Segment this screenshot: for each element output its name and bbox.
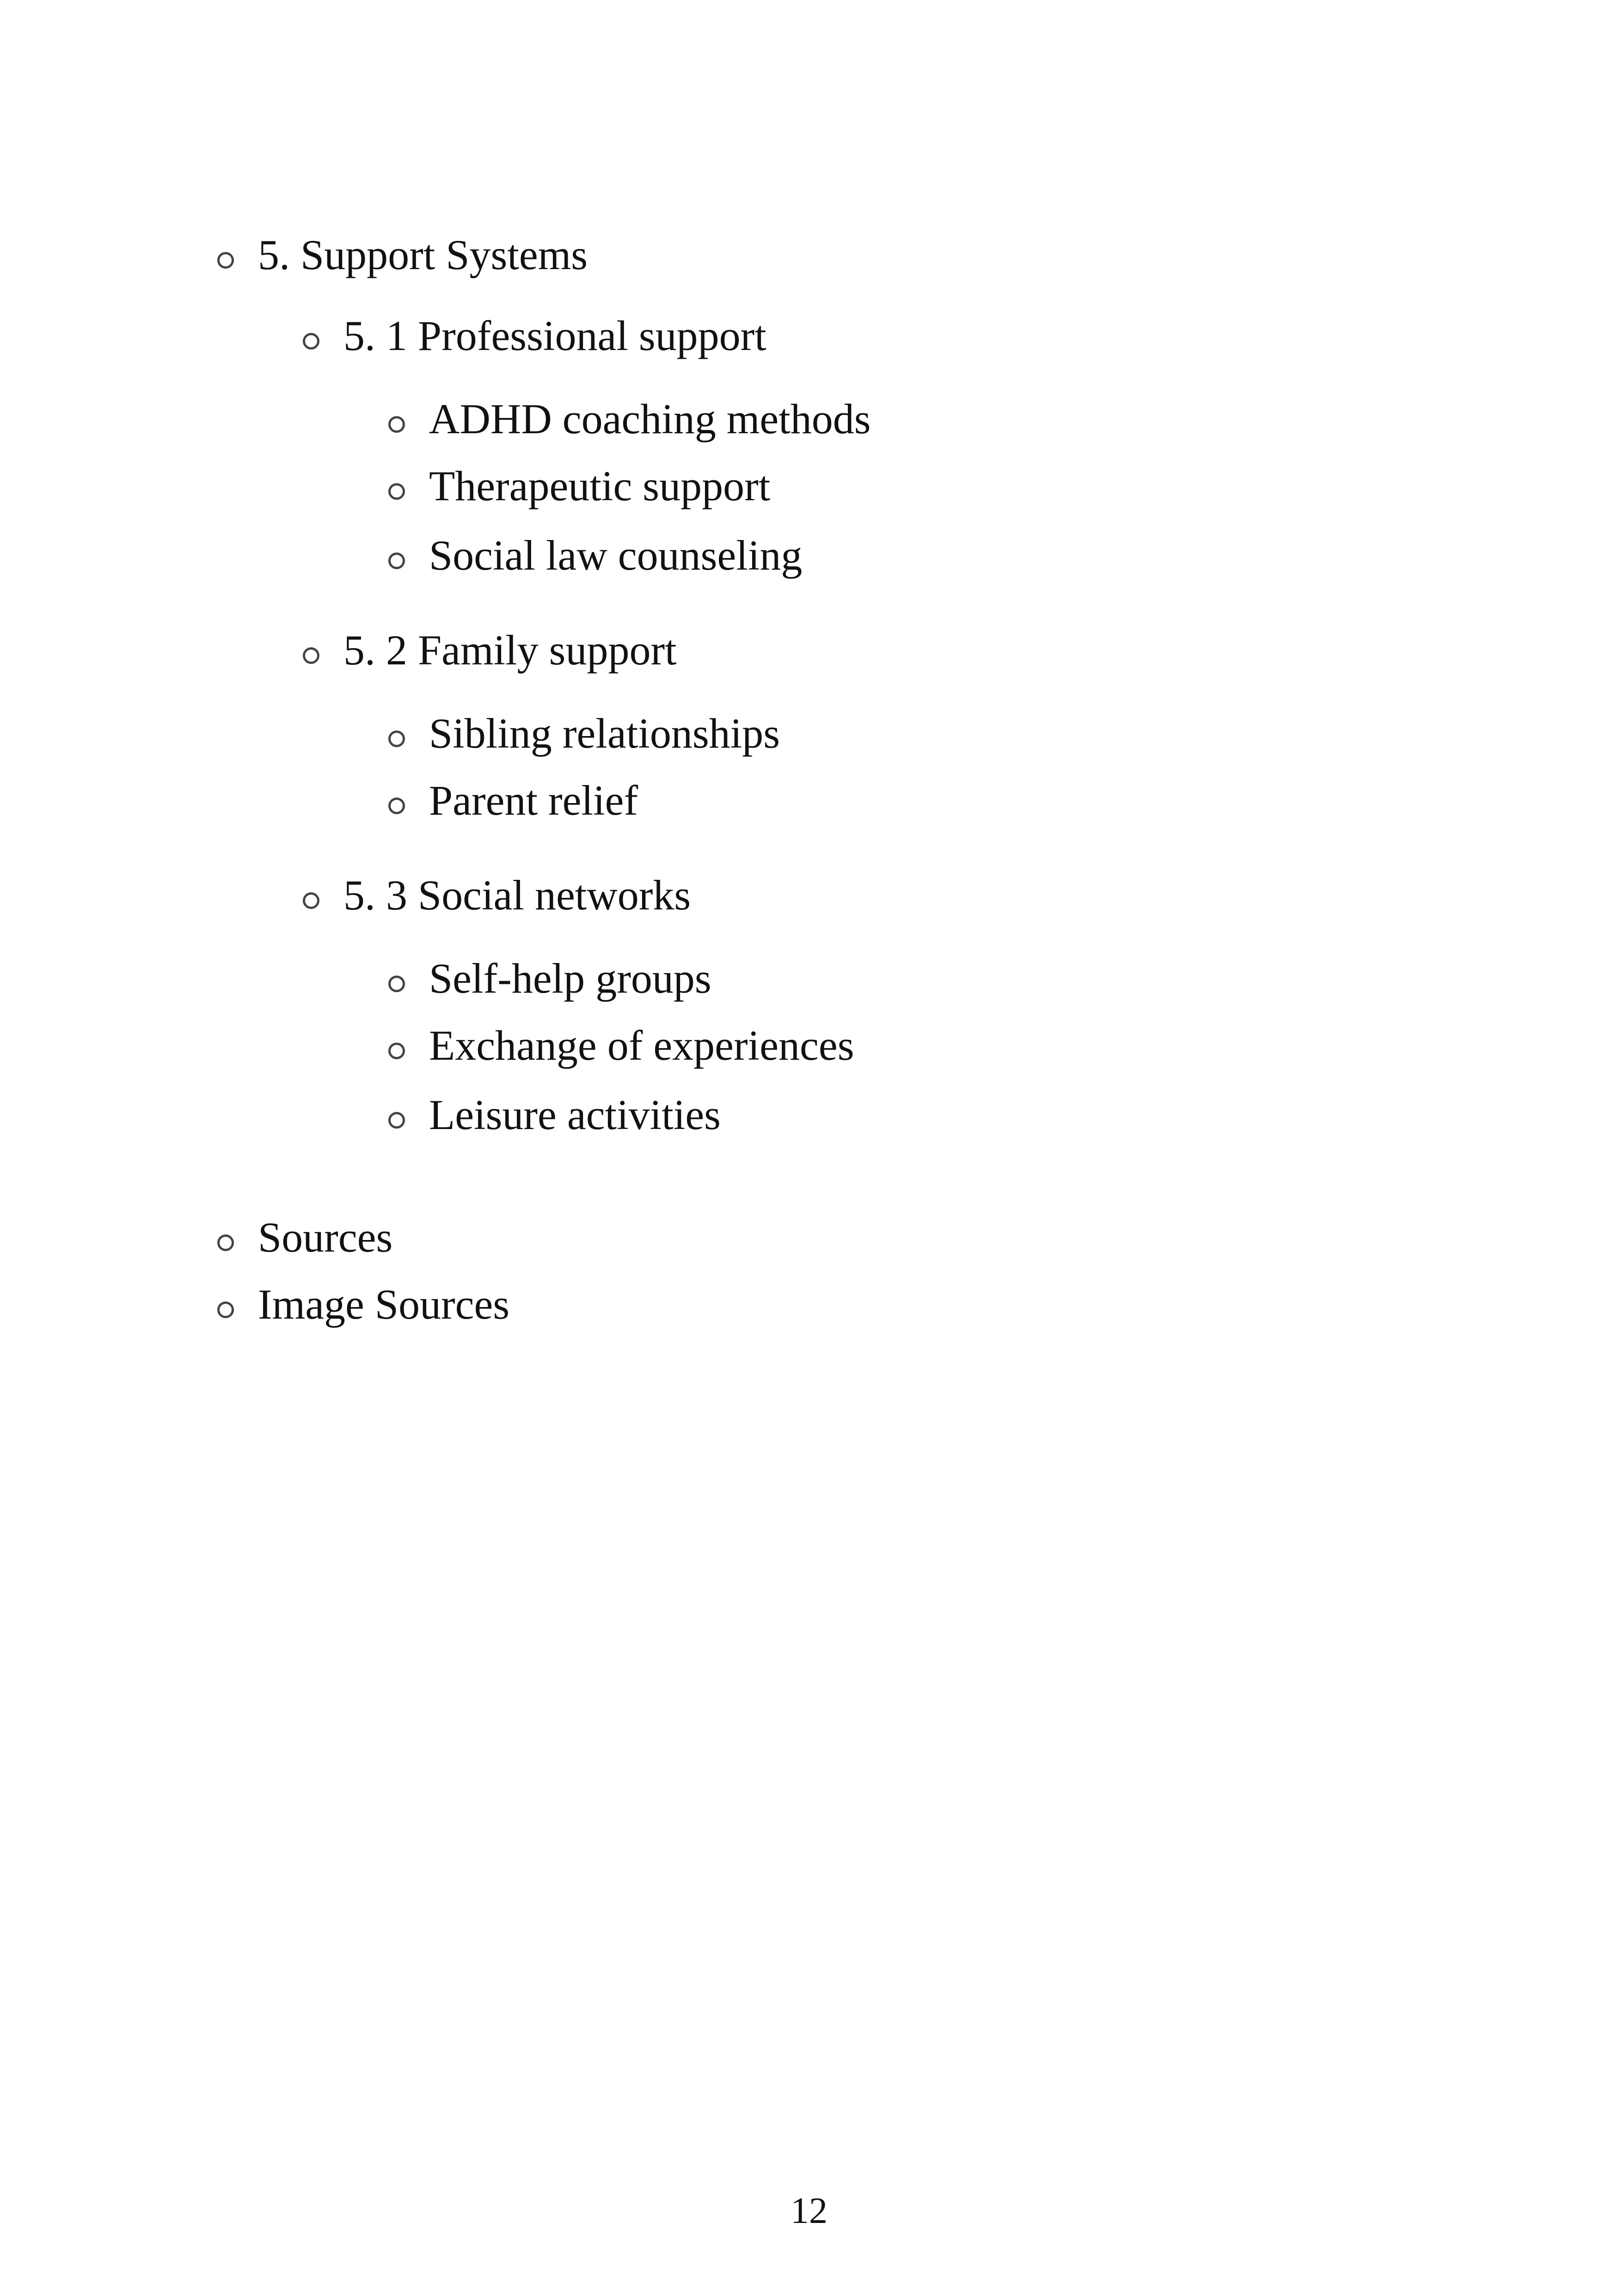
hollow-circle-bullet-icon [388, 416, 405, 433]
hollow-circle-bullet-icon [388, 1112, 405, 1129]
outline-item-social-law [388, 534, 1036, 585]
outline-label: 5. Support Systems [258, 231, 588, 278]
outline-item-therapeutic-support [388, 462, 1036, 516]
outline-item-image-sources [217, 1283, 864, 1334]
outline-label: Exchange of experiences [429, 1022, 854, 1069]
outline-item-sources [217, 1216, 864, 1267]
hollow-circle-bullet-icon [388, 731, 405, 747]
outline-item-social-networks [303, 874, 950, 925]
outline-label: Self-help groups [429, 955, 711, 1002]
hollow-circle-bullet-icon [217, 1234, 234, 1251]
outline-item-sibling-relationships [388, 712, 1036, 763]
outline-label: 5. 2 Family support [343, 626, 677, 674]
outline-item-self-help [388, 957, 1036, 1008]
outline-item-exchange [388, 1024, 1036, 1075]
hollow-circle-bullet-icon [303, 333, 319, 350]
hollow-circle-bullet-icon [303, 892, 319, 909]
outline-item-parent-relief [388, 779, 1036, 830]
outline-label: Therapeutic support [429, 462, 771, 510]
outline-item-support-systems [217, 233, 864, 284]
hollow-circle-bullet-icon [388, 1043, 405, 1059]
hollow-circle-bullet-icon [388, 976, 405, 992]
outline-label: 5. 3 Social networks [343, 872, 691, 919]
hollow-circle-bullet-icon [388, 483, 405, 500]
outline-item-family-support [303, 626, 950, 680]
hollow-circle-bullet-icon [217, 1301, 234, 1318]
hollow-circle-bullet-icon [388, 553, 405, 569]
hollow-circle-bullet-icon [388, 798, 405, 814]
outline-item-adhd-coaching [388, 395, 1036, 448]
outline-label: Parent relief [429, 777, 638, 824]
outline-label: Leisure activities [429, 1091, 721, 1138]
outline-label: Image Sources [258, 1281, 510, 1328]
outline-label: ADHD coaching methods [429, 395, 871, 442]
outline-item-leisure [388, 1093, 1036, 1144]
hollow-circle-bullet-icon [217, 252, 234, 269]
outline-item-professional-support [303, 314, 950, 365]
outline-label: Sources [258, 1214, 393, 1261]
outline-label: Sibling relationships [429, 710, 780, 757]
outline-label: Social law counseling [429, 532, 803, 579]
hollow-circle-bullet-icon [303, 647, 319, 664]
outline-label: 5. 1 Professional support [343, 312, 766, 359]
page-number: 12 [791, 2191, 827, 2231]
